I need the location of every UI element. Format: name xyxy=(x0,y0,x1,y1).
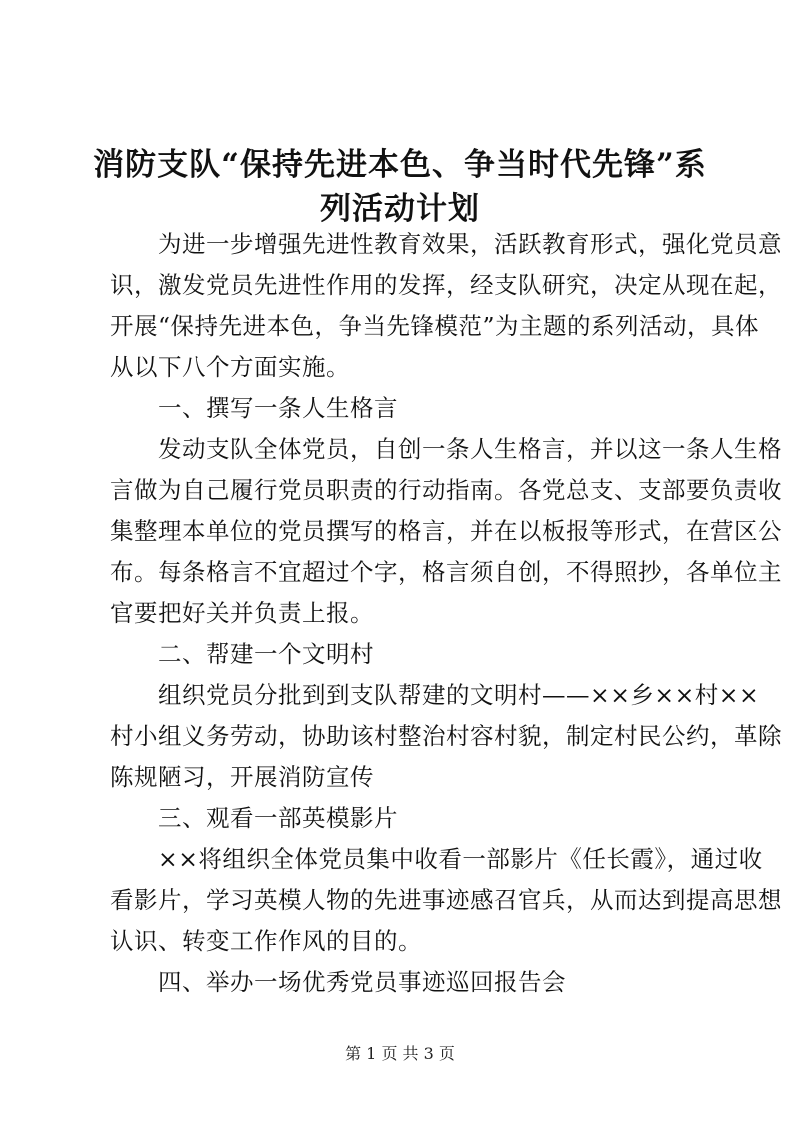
page-footer: 第 1 页 共 3 页 xyxy=(345,1044,455,1063)
body-line: 从以下八个方面实施。 xyxy=(110,353,350,381)
body-line: 看影片，学习英模人物的先进事迹感召官兵，从而达到提高思想 xyxy=(110,886,782,914)
section-heading: 一、撰写一条人生格言 xyxy=(110,394,398,422)
body-line: 言做为自己履行党员职责的行动指南。各党总支、支部要负责收 xyxy=(110,476,782,504)
section-heading: 四、举办一场优秀党员事迹巡回报告会 xyxy=(110,968,566,996)
document-title-line-1: 消防支队“保持先进本色、争当时代先锋”系 xyxy=(93,147,707,183)
section-heading: 三、观看一部英模影片 xyxy=(110,804,398,832)
body-line: ××将组织全体党员集中收看一部影片《任长霞》，通过收 xyxy=(110,845,763,873)
document-title-line-2: 列活动计划 xyxy=(320,191,480,227)
body-line: 布。每条格言不宜超过个字，格言须自创，不得照抄，各单位主 xyxy=(110,558,782,586)
body-line: 组织党员分批到到支队帮建的文明村——××乡××村×× xyxy=(110,681,760,709)
body-line: 识，激发党员先进性作用的发挥，经支队研究，决定从现在起， xyxy=(110,271,782,299)
section-heading: 二、帮建一个文明村 xyxy=(110,640,374,668)
body-line: 认识、转变工作作风的目的。 xyxy=(110,927,422,955)
body-line: 为进一步增强先进性教育效果，活跃教育形式，强化党员意 xyxy=(110,230,782,258)
body-line: 陈规陋习，开展消防宣传 xyxy=(110,763,374,791)
body-line: 开展“保持先进本色，争当先锋模范”为主题的系列活动，具体 xyxy=(110,312,760,340)
body-line: 集整理本单位的党员撰写的格言，并在以板报等形式，在营区公 xyxy=(110,517,782,545)
body-line: 发动支队全体党员，自创一条人生格言，并以这一条人生格 xyxy=(110,435,782,463)
body-line: 官要把好关并负责上报。 xyxy=(110,599,374,627)
body-line: 村小组义务劳动，协助该村整治村容村貌，制定村民公约，革除 xyxy=(110,722,782,750)
